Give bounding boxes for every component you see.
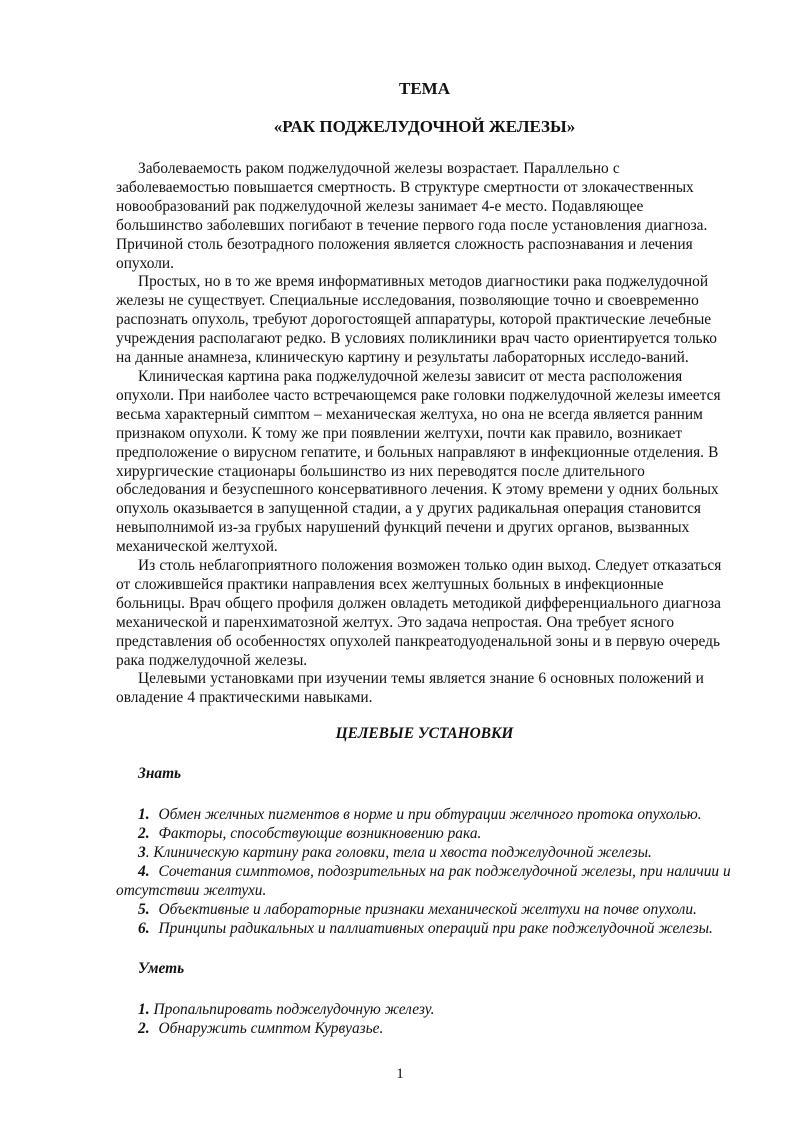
list-item [116,920,733,939]
paragraph: Из столь неблагоприятного положения возможен только один выход. Следует отказаться от сложившейся практики направления всех желтушных больных в инфекционные больницы. Врач общего профиля должен овладеть методикой дифференциального диагноза механической и паренхиматозной желтух. Это задача непростая. Она требует ясного представления об особенностях опухолей панкреатодуоденальной зоны и в первую очередь рака поджелудочной железы. [116,557,722,669]
list-item [116,825,733,844]
intro-text [116,160,733,708]
list-item-text: Сочетания симптомов, подозрительных на рак поджелудочной железы, при наличии и отсутствии желтухи. [116,863,731,899]
list-item-number: 4. [138,863,150,880]
list-item-text: Принципы радикальных и паллиативных операций при раке поджелудочной железы. [158,919,713,937]
list-item [116,901,733,920]
list-item [116,1001,733,1020]
list-item-number: 3 [138,844,146,862]
list-item-text: Обмен желчных пигментов в норме и при обтурации желчного протока опухолью. [158,806,702,824]
know-heading: Знать [138,765,182,783]
list-item-number: 2. [138,825,150,843]
list-item-number: 6. [138,919,150,937]
list-item [116,844,733,863]
list-item-number: 1. [138,1000,150,1018]
paragraph: Простых, но в то же время информативных методов диагностики рака поджелудочной железы не существует. Специальные исследования, позволяющие точно и своевременно распознать опухоль, требуют дорогостоящей аппаратуры, которой практические лечебные учреждения располагают редко. В условиях поликлиники врач часто ориентируется только на данные анамнеза, клиническую картину и результаты лабораторных исследо-ваний. [116,273,717,367]
list-item [116,863,733,901]
paragraph: Целевыми установками при изучении темы является знание 6 основных положений и овладение 4 практическими навыками. [116,670,704,707]
skills-list [116,1001,733,1039]
list-item-text: Объективные и лабораторные признаки механической желтухи на почве опухоли. [158,900,697,918]
list-item-text: Обнаружить симптом Курвуазье. [158,1019,384,1037]
skills-heading: Уметь [138,959,185,977]
list-item-text: . Клиническую картину рака головки, тела и хвоста поджелудочной железы. [145,844,652,862]
know-list [116,806,733,938]
section-title: ЦЕЛЕВЫЕ УСТАНОВКИ [335,725,514,743]
list-item-text: Факторы, способствующие возникновению рака. [158,825,482,843]
list-item [116,806,733,825]
list-item-number: 1. [138,806,150,824]
list-item [116,1020,733,1039]
list-item-text: Пропальпировать поджелудочную железу. [153,1000,435,1018]
paragraph: Клиническая картина рака поджелудочной железы зависит от места расположения опухоли. При наиболее часто встречающемся раке головки поджелудочной железы имеется весьма характерный симптом – механическая желтуха, но она не всегда является ранним признаком опухоли. К тому же при появлении желтухи, почти как правило, возникает предположение о вирусном гепатите, и больных направляют в инфекционные отделения. В хирургические стационары большинство из них переводятся после длительного обследования и безуспешного консервативного лечения. К этому времени у одних больных опухоль оказывается в запущенной стадии, а у других радикальная операция становится невыполнимой из-за грубых нарушений функций печени и других органов, вызванных механической желтухой. [116,367,721,556]
list-item-number: 5. [138,900,150,918]
page-number: 1 [396,1066,404,1082]
paragraph: Заболеваемость раком поджелудочной железы возрастает. Параллельно с заболеваемостью повышается смертность. В структуре смертности от злокачественных новообразований рак поджелудочной железы занимает 4-е место. Подавляющее большинство заболевших погибают в течение первого года после установления диагноза. Причиной столь безотрадного положения является сложность распознавания и лечения опухоли. [116,160,708,272]
list-item-number: 2. [138,1019,150,1037]
document-title: ТЕМА [399,79,450,98]
document-page [116,74,733,1038]
document-subtitle: «РАК ПОДЖЕЛУДОЧНОЙ ЖЕЛЕЗЫ» [273,117,576,136]
